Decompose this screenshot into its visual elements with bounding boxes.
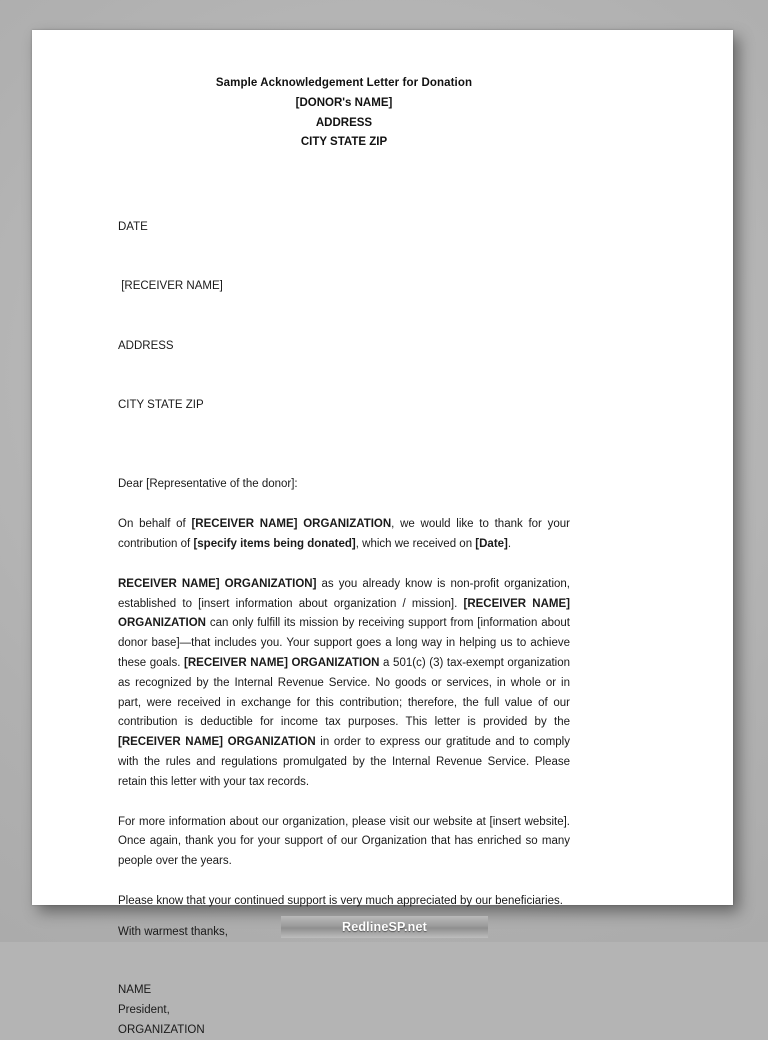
document-body [118,74,570,1040]
body-paragraph-4: Please know that your continued support is very much appreciated by our beneficiaries. [118,894,563,907]
receiver-address-line: ADDRESS [118,339,174,352]
p1-seg4: . [507,537,512,550]
salutation-line: Dear [Representative of the donor]: [118,478,298,491]
receiver-name-line: [RECEIVER NAME] [118,280,223,293]
date-line: DATE [118,220,148,233]
signature-organization: ORGANIZATION [118,1023,205,1036]
p1-seg2: , we would like to thank for your contribution of [118,518,570,550]
recipient-address-block [118,178,570,455]
p2-bold-receiver-org-1: RECEIVER NAME] ORGANIZATION] [118,577,317,590]
donor-name-line: [DONOR's NAME] [295,96,393,109]
p2-seg4: in order to express our gratitude and to comply with the rules and regulations promulgated by the Internal Revenue Service. Please retain this letter with your tax records. [118,736,570,788]
p1-seg1: On behalf of [118,518,192,531]
body-paragraph-2 [118,575,570,793]
body-paragraph-1 [118,515,570,555]
p1-bold-date: [Date] [475,537,508,550]
p1-bold-items-donated: [specify items being donated] [193,537,356,550]
signature-block [118,981,570,1040]
signature-title: President, [118,1003,170,1016]
p1-bold-receiver-org-1: [RECEIVER NAME] ORGANIZATION [191,518,392,531]
donor-address-line: ADDRESS [315,116,373,129]
watermark-text: RedlineSP.net [341,920,428,934]
footer-watermark-bar [281,916,488,938]
receiver-city-state-zip-line: CITY STATE ZIP [118,398,204,411]
letterhead [118,74,570,153]
p2-bold-receiver-org-3: [RECEIVER NAME] ORGANIZATION [184,656,380,669]
p2-seg2: can only fulfill its mission by receiving support from [information about donor base]—that includes you. Your support goes a long way in helping us to achieve these goals. [118,617,570,669]
p2-bold-receiver-org-4: [RECEIVER NAME] ORGANIZATION [118,736,316,749]
closing-line: With warmest thanks, [118,926,228,939]
signature-name: NAME [118,983,152,996]
p2-bold-receiver-org-2: [RECEIVER NAME] ORGANIZATION [118,597,570,630]
document-title: Sample Acknowledgement Letter for Donation [215,77,473,89]
donor-city-state-zip-line: CITY STATE ZIP [300,136,388,149]
p2-seg1: as you already know is non-profit organization, established to [insert information about organization / mission]. [118,577,570,610]
body-paragraph-3: For more information about our organization, please visit our website at [insert website]. Once again, thank you for your support of our Organization that has enriched so many people over the years. [118,815,570,868]
p1-seg3: , which we received on [355,537,476,550]
p2-seg3: a 501(c) (3) tax-exempt organization as recognized by the Internal Revenue Service. No goods or services, in whole or in part, were received in exchange for this contribution; therefore, the full value of our contribution is deductible for income tax purposes. This letter is provided by the [118,656,571,729]
